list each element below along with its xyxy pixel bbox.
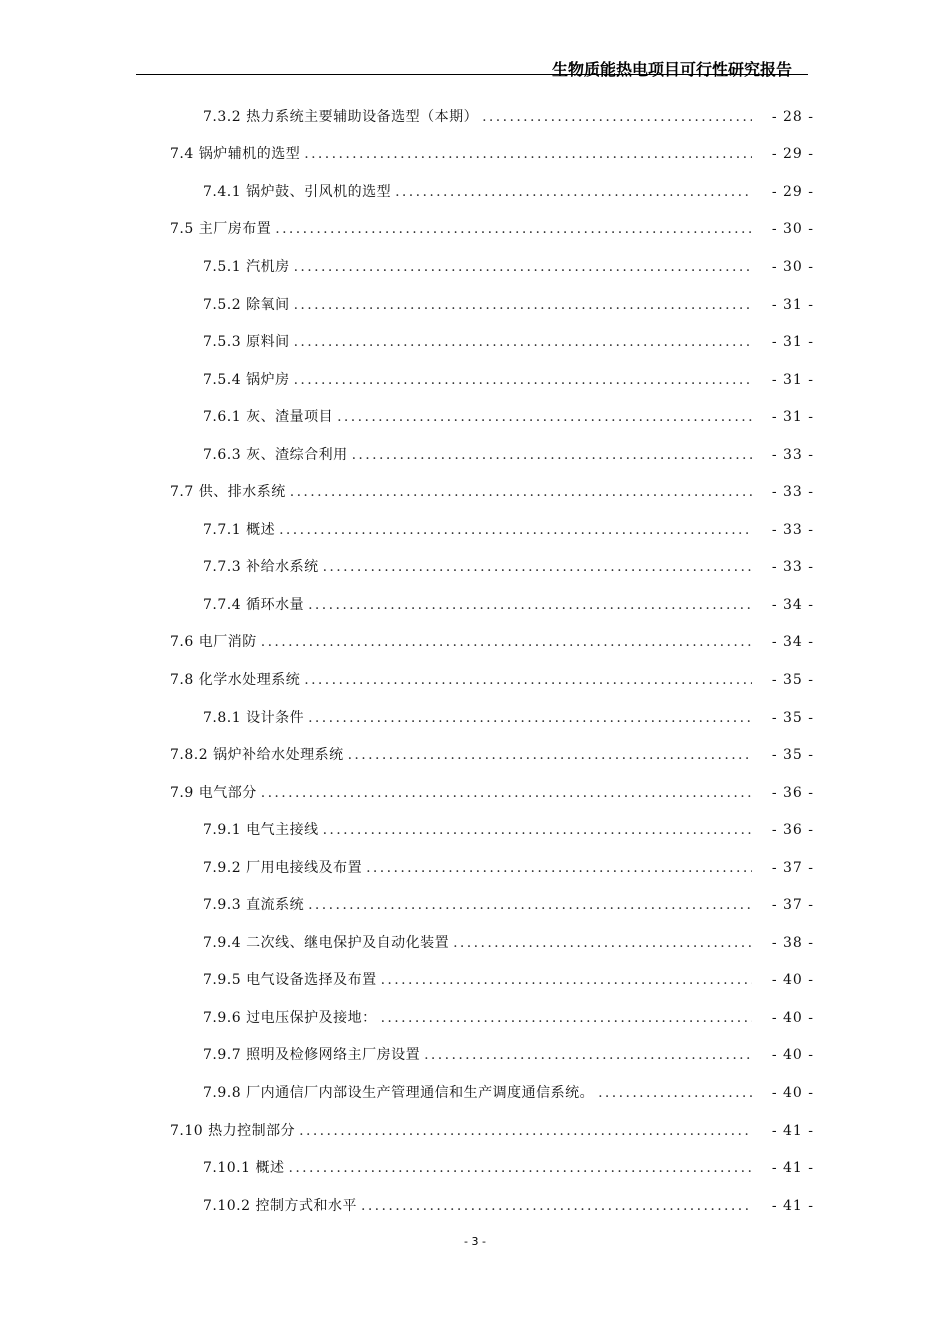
document-header-title: 生物质能热电项目可行性研究报告	[551, 60, 792, 79]
toc-entry-title: 7.8 化学水处理系统	[170, 671, 301, 688]
footer-page-number: - 3 -	[464, 1235, 486, 1248]
toc-entry[interactable]	[0, 999, 950, 1037]
toc-dot-leader	[288, 1159, 752, 1177]
toc-entry-title: 7.6 电厂消防	[170, 634, 257, 651]
toc-entry-title: 7.9.5 电气设备选择及布置	[203, 972, 377, 989]
toc-entry-page: - 41 -	[771, 1122, 814, 1139]
toc-entry-title: 7.8.2 锅炉补给水处理系统	[170, 747, 344, 764]
toc-entry[interactable]	[0, 1112, 950, 1150]
toc-entry-page: - 34 -	[771, 634, 814, 651]
toc-entry-title: 7.7.4 循环水量	[203, 596, 305, 613]
toc-entry[interactable]	[0, 1149, 950, 1187]
toc-entry[interactable]	[0, 136, 950, 174]
toc-dot-leader	[299, 1122, 752, 1140]
toc-entry-page: - 40 -	[771, 1084, 814, 1101]
toc-entry-title: 7.9.8 厂内通信厂内部设生产管理通信和生产调度通信系统。	[203, 1084, 595, 1101]
toc-entry-page: - 31 -	[771, 409, 814, 426]
toc-entry-page: - 36 -	[771, 784, 814, 801]
toc-entry-title: 7.6.1 灰、渣量项目	[203, 409, 334, 426]
toc-entry-page: - 36 -	[771, 822, 814, 839]
toc-entry[interactable]	[0, 736, 950, 774]
toc-dot-leader	[323, 558, 752, 576]
toc-entry-title: 7.9.7 照明及检修网络主厂房设置	[203, 1047, 421, 1064]
toc-entry-page: - 28 -	[771, 108, 814, 125]
toc-dot-leader	[482, 108, 752, 126]
toc-entry[interactable]	[0, 173, 950, 211]
toc-entry-page: - 33 -	[771, 559, 814, 576]
toc-entry[interactable]	[0, 811, 950, 849]
toc-entry-page: - 33 -	[771, 446, 814, 463]
toc-entry-title: 7.4.1 锅炉鼓、引风机的选型	[203, 183, 392, 200]
toc-entry-title: 7.9.4 二次线、继电保护及自动化装置	[203, 934, 450, 951]
toc-entry-title: 7.5.3 原料间	[203, 334, 290, 351]
toc-entry-title: 7.5.4 锅炉房	[203, 371, 290, 388]
toc-entry-title: 7.7.3 补给水系统	[203, 559, 319, 576]
toc-dot-leader	[381, 971, 752, 989]
toc-entry-page: - 30 -	[771, 221, 814, 238]
toc-dot-leader	[290, 483, 752, 501]
toc-dot-leader	[337, 408, 752, 426]
toc-dot-leader	[294, 258, 752, 276]
toc-entry[interactable]	[0, 248, 950, 286]
toc-entry-page: - 41 -	[771, 1197, 814, 1214]
toc-entry[interactable]	[0, 962, 950, 1000]
toc-dot-leader	[308, 709, 752, 727]
toc-entry-page: - 30 -	[771, 258, 814, 275]
toc-entry-page: - 35 -	[771, 747, 814, 764]
toc-entry-title: 7.9.1 电气主接线	[203, 822, 319, 839]
toc-entry[interactable]	[0, 661, 950, 699]
toc-dot-leader	[323, 821, 752, 839]
toc-entry[interactable]	[0, 774, 950, 812]
toc-entry-page: - 40 -	[771, 972, 814, 989]
toc-entry-title: 7.10.2 控制方式和水平	[203, 1197, 357, 1214]
toc-entry[interactable]	[0, 361, 950, 399]
toc-entry-page: - 37 -	[771, 859, 814, 876]
toc-entry-page: - 35 -	[771, 671, 814, 688]
toc-entry-title: 7.8.1 设计条件	[203, 709, 305, 726]
toc-entry[interactable]	[0, 473, 950, 511]
toc-entry-title: 7.9.3 直流系统	[203, 897, 305, 914]
toc-dot-leader	[308, 896, 752, 914]
toc-entry-page: - 41 -	[771, 1160, 814, 1177]
toc-dot-leader	[598, 1084, 752, 1102]
toc-entry[interactable]	[0, 624, 950, 662]
toc-entry[interactable]	[0, 98, 950, 136]
toc-dot-leader	[366, 859, 752, 877]
toc-entry-title: 7.6.3 灰、渣综合利用	[203, 446, 348, 463]
toc-entry-title: 7.10.1 概述	[203, 1160, 285, 1177]
toc-dot-leader	[294, 296, 752, 314]
toc-entry[interactable]	[0, 699, 950, 737]
toc-dot-leader	[304, 145, 752, 163]
toc-entry-page: - 29 -	[771, 183, 814, 200]
toc-entry-page: - 38 -	[771, 934, 814, 951]
toc-entry[interactable]	[0, 849, 950, 887]
toc-dot-leader	[453, 934, 752, 952]
toc-entry-title: 7.7.1 概述	[203, 521, 276, 538]
toc-entry-page: - 29 -	[771, 146, 814, 163]
toc-dot-leader	[395, 183, 752, 201]
toc-dot-leader	[304, 671, 752, 689]
toc-entry-page: - 37 -	[771, 897, 814, 914]
toc-dot-leader	[308, 596, 752, 614]
toc-entry-page: - 35 -	[771, 709, 814, 726]
toc-entry[interactable]	[0, 1037, 950, 1075]
toc-dot-leader	[352, 446, 752, 464]
toc-entry[interactable]	[0, 398, 950, 436]
toc-entry-page: - 31 -	[771, 334, 814, 351]
toc-dot-leader	[381, 1009, 752, 1027]
toc-dot-leader	[294, 333, 752, 351]
toc-entry-page: - 31 -	[771, 371, 814, 388]
toc-entry-title: 7.10 热力控制部分	[170, 1122, 296, 1139]
toc-entry[interactable]	[0, 323, 950, 361]
toc-dot-leader	[424, 1046, 752, 1064]
toc-entry[interactable]	[0, 886, 950, 924]
toc-entry-title: 7.9.6 过电压保护及接地：	[203, 1009, 377, 1026]
toc-dot-leader	[294, 371, 752, 389]
toc-entry-page: - 40 -	[771, 1047, 814, 1064]
toc-entry-page: - 34 -	[771, 596, 814, 613]
toc-entry-title: 7.9 电气部分	[170, 784, 257, 801]
toc-entry-title: 7.5.2 除氧间	[203, 296, 290, 313]
toc-entry-title: 7.7 供、排水系统	[170, 484, 286, 501]
toc-entry-title: 7.5.1 汽机房	[203, 258, 290, 275]
toc-entry[interactable]	[0, 924, 950, 962]
toc-entry[interactable]	[0, 436, 950, 474]
toc-dot-leader	[261, 633, 752, 651]
header-divider	[136, 74, 808, 75]
toc-entry[interactable]	[0, 586, 950, 624]
toc-entry[interactable]	[0, 286, 950, 324]
toc-dot-leader	[361, 1197, 752, 1215]
toc-entry-page: - 40 -	[771, 1009, 814, 1026]
toc-entry[interactable]	[0, 511, 950, 549]
toc-entry[interactable]	[0, 1074, 950, 1112]
toc-entry[interactable]	[0, 211, 950, 249]
toc-entry-page: - 33 -	[771, 521, 814, 538]
toc-entry-title: 7.5 主厂房布置	[170, 221, 272, 238]
toc-entry-page: - 33 -	[771, 484, 814, 501]
table-of-contents	[0, 98, 950, 1224]
toc-dot-leader	[348, 746, 752, 764]
toc-entry-title: 7.3.2 热力系统主要辅助设备选型（本期）	[203, 108, 479, 125]
toc-dot-leader	[279, 521, 752, 539]
toc-entry-title: 7.4 锅炉辅机的选型	[170, 146, 301, 163]
toc-entry[interactable]	[0, 549, 950, 587]
toc-entry-title: 7.9.2 厂用电接线及布置	[203, 859, 363, 876]
toc-dot-leader	[261, 784, 752, 802]
toc-dot-leader	[275, 220, 752, 238]
toc-entry-page: - 31 -	[771, 296, 814, 313]
toc-entry[interactable]	[0, 1187, 950, 1225]
